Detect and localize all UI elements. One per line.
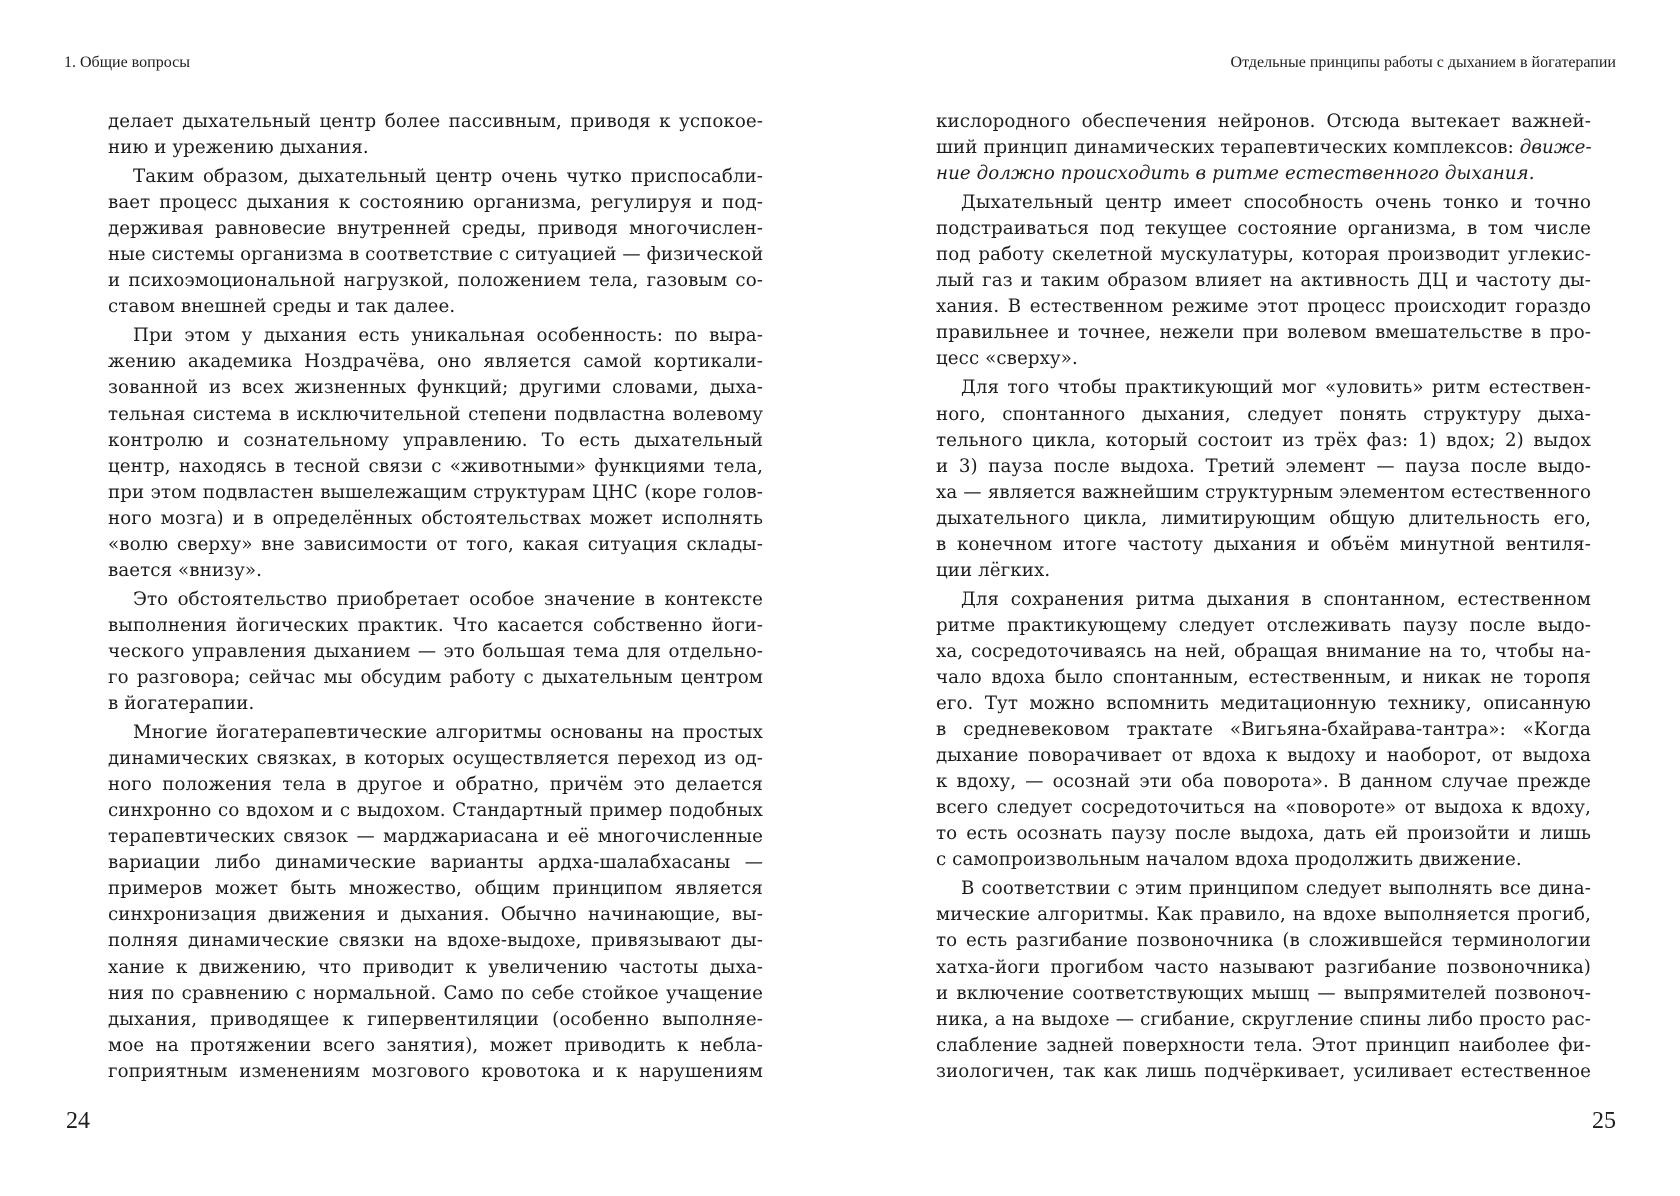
text-line: держивая равновесие внутренней среды, приводя многочислен- bbox=[108, 218, 763, 240]
text-line: ные системы организма в соответствие с ситуацией — физической bbox=[108, 244, 764, 266]
text-line: в средневековом трактате «Вигьяна-бхайрава-тантра»: «Когда bbox=[936, 719, 1591, 741]
text-line: цесс «сверху». bbox=[936, 348, 1078, 370]
text-line: контролю и сознательному управлению. То есть дыхательный bbox=[108, 429, 763, 451]
text-line: хания. В естественном режиме этот процесс происходит гораздо bbox=[936, 296, 1591, 318]
right-page bbox=[840, 0, 1680, 1196]
paragraph-start-line: Это обстоятельство приобретает особое значение в контексте bbox=[133, 588, 763, 610]
text-line: ного положения тела в другое и обратно, причём это делается bbox=[108, 774, 763, 796]
page-number-right: 25 bbox=[1592, 1108, 1616, 1134]
text-line bbox=[936, 161, 1591, 187]
running-header-right: Отдельные принципы работы с дыханием в йогатерапии bbox=[1230, 54, 1616, 71]
text-line: ции лёгких. bbox=[936, 559, 1051, 581]
text-line: гоприятным изменениям мозгового кровотока и к нарушениям bbox=[108, 1060, 763, 1082]
emphasis-text: ние должно происходить в ритме естественного дыхания. bbox=[936, 163, 1535, 185]
text-line: динамических связках, в которых осуществляется переход из од- bbox=[108, 748, 763, 770]
text-run: ший принцип динамических терапевтических комплексов: bbox=[936, 137, 1514, 159]
text-line: под работу скелетной мускулатуры, которая производит углекис- bbox=[936, 244, 1591, 266]
text-line: правильнее и точнее, нежели при волевом вмешательстве в про- bbox=[936, 322, 1591, 344]
text-line: го разговора; сейчас мы обсудим работу с дыхательным центром bbox=[108, 666, 763, 688]
text-line: зиологичен, так как лишь подчёркивает, усиливает естественное bbox=[936, 1060, 1591, 1082]
text-line: тельная система в исключительной степени подвластна волевому bbox=[108, 403, 763, 425]
text-line: полняя динамические связки на вдохе-выдохе, привязывают ды- bbox=[108, 930, 763, 952]
text-line: примеров может быть множество, общим принципом является bbox=[108, 878, 763, 900]
text-line bbox=[936, 135, 1591, 161]
text-line: выполнения йогических практик. Что касается собственно йоги- bbox=[108, 614, 763, 636]
text-line: вает процесс дыхания к состоянию организма, регулируя и под- bbox=[108, 192, 763, 214]
text-line: зованной из всех жизненных функций; другими словами, дыха- bbox=[108, 377, 763, 399]
text-line: слабление задней поверхности тела. Этот принцип наиболее фи- bbox=[936, 1034, 1591, 1056]
paragraph-start-line: Для сохранения ритма дыхания в спонтанном, естественном bbox=[961, 588, 1591, 610]
text-line: жению академика Ноздрачёва, оно является самой кортикали- bbox=[108, 351, 763, 373]
text-line: и психоэмоциональной нагрузкой, положением тела, газовым со- bbox=[108, 270, 763, 292]
text-line: и включение соответствующих мышц — выпрямителей позвоноч- bbox=[936, 982, 1591, 1004]
text-line: синхронизация движения и дыхания. Обычно начинающие, вы- bbox=[108, 904, 763, 926]
paragraph-start-line: При этом у дыхания есть уникальная особенность: по выра- bbox=[133, 325, 763, 347]
text-line: «волю сверху» вне зависимости от того, какая ситуация склады- bbox=[108, 533, 763, 555]
text-line: синхронно со вдохом и с выдохом. Стандартный пример подобных bbox=[108, 800, 763, 822]
text-line: то есть осознать паузу после выдоха, дать ей произойти и лишь bbox=[936, 823, 1591, 845]
text-line: ставом внешней среды и так далее. bbox=[108, 296, 456, 318]
text-line: терапевтических связок — марджариасана и её многочисленные bbox=[108, 826, 763, 848]
text-line: при этом подвластен вышележащим структурам ЦНС (коре голов- bbox=[108, 481, 763, 503]
body-text-left bbox=[108, 109, 763, 1085]
text-line: кислородного обеспечения нейронов. Отсюда вытекает важней- bbox=[936, 111, 1591, 132]
text-line: дыхание поворачивает от вдоха к выдоху и наоборот, от выдоха bbox=[936, 745, 1591, 767]
running-header-left: 1. Общие вопросы bbox=[64, 54, 190, 71]
text-line: ного мозга) и в определённых обстоятельствах может исполнять bbox=[108, 507, 763, 529]
page-number-left: 24 bbox=[66, 1108, 90, 1134]
text-line: мое на протяжении всего занятия), может приводить к небла- bbox=[108, 1034, 763, 1056]
text-line: чало вдоха было спонтанным, естественным, и никак не торопя bbox=[936, 666, 1591, 688]
text-line: делает дыхательный центр более пассивным, приводя к успокое- bbox=[108, 111, 763, 132]
text-line: ника, а на выдохе — сгибание, скругление спины либо просто рас- bbox=[936, 1008, 1591, 1030]
text-line: лый газ и таким образом влияет на активность ДЦ и частоту ды- bbox=[936, 270, 1591, 292]
text-line: в йогатерапии. bbox=[108, 693, 255, 715]
text-line: вариации либо динамические варианты ардха-шалабхасаны — bbox=[108, 852, 763, 874]
text-line: мические алгоритмы. Как правило, на вдохе выполняется прогиб, bbox=[936, 904, 1591, 926]
paragraph-start-line: Таким образом, дыхательный центр очень чутко приспосабли- bbox=[133, 166, 763, 188]
text-line: тельного цикла, который состоит из трёх фаз: 1) вдох; 2) выдох bbox=[936, 429, 1591, 451]
emphasis-text: движе- bbox=[1519, 137, 1592, 159]
text-line: дыхательного цикла, лимитирующим общую длительность его, bbox=[936, 507, 1591, 529]
text-line: дыхания, приводящее к гипервентиляции (особенно выполняе- bbox=[108, 1008, 763, 1030]
text-line: в конечном итоге частоту дыхания и объём минутной вентиля- bbox=[936, 533, 1591, 555]
text-line: центр, находясь в тесной связи с «животными» функциями тела, bbox=[108, 455, 763, 477]
text-line: хатха-йоги прогибом часто называют разгибание позвоночника) bbox=[936, 956, 1591, 978]
text-line: с самопроизвольным началом вдоха продолжить движение. bbox=[936, 849, 1522, 871]
text-line: ного, спонтанного дыхания, следует понять структуру дыха- bbox=[936, 403, 1591, 425]
text-line: нию и урежению дыхания. bbox=[108, 137, 369, 159]
text-line: хание к движению, что приводит к увеличению частоты дыха- bbox=[108, 956, 763, 978]
text-line: ритме практикующему следует отслеживать паузу после выдо- bbox=[936, 614, 1591, 636]
text-line: ха, сосредоточиваясь на ней, обращая внимание на то, чтобы на- bbox=[936, 640, 1591, 662]
text-line: ха — является важнейшим структурным элементом естественного bbox=[936, 481, 1591, 503]
text-line: к вдоху, — осознай эти оба поворота». В данном случае прежде bbox=[936, 771, 1591, 793]
text-line: всего следует сосредоточиться на «повороте» от выдоха к вдоху, bbox=[936, 797, 1591, 819]
paragraph-start-line: Дыхательный центр имеет способность очень тонко и точно bbox=[961, 192, 1591, 214]
body-text-right bbox=[936, 109, 1591, 1085]
text-line: подстраиваться под текущее состояние организма, в том числе bbox=[936, 218, 1591, 240]
paragraph-start-line: В соответствии с этим принципом следует выполнять все дина- bbox=[961, 878, 1591, 900]
text-line: его. Тут можно вспомнить медитационную технику, описанную bbox=[936, 693, 1591, 715]
text-line: вается «внизу». bbox=[108, 559, 262, 581]
paragraph-start-line: Многие йогатерапевтические алгоритмы основаны на простых bbox=[133, 722, 763, 744]
text-line: и 3) пауза после выдоха. Третий элемент — пауза после выдо- bbox=[936, 455, 1591, 477]
text-line: ния по сравнению с нормальной. Само по себе стойкое учащение bbox=[108, 982, 763, 1004]
text-line: ческого управления дыханием — это большая тема для отдельно- bbox=[108, 640, 763, 662]
paragraph-start-line: Для того чтобы практикующий мог «уловить» ритм естествен- bbox=[961, 377, 1591, 399]
text-line: то есть разгибание позвоночника (в сложившейся терминологии bbox=[936, 930, 1591, 952]
